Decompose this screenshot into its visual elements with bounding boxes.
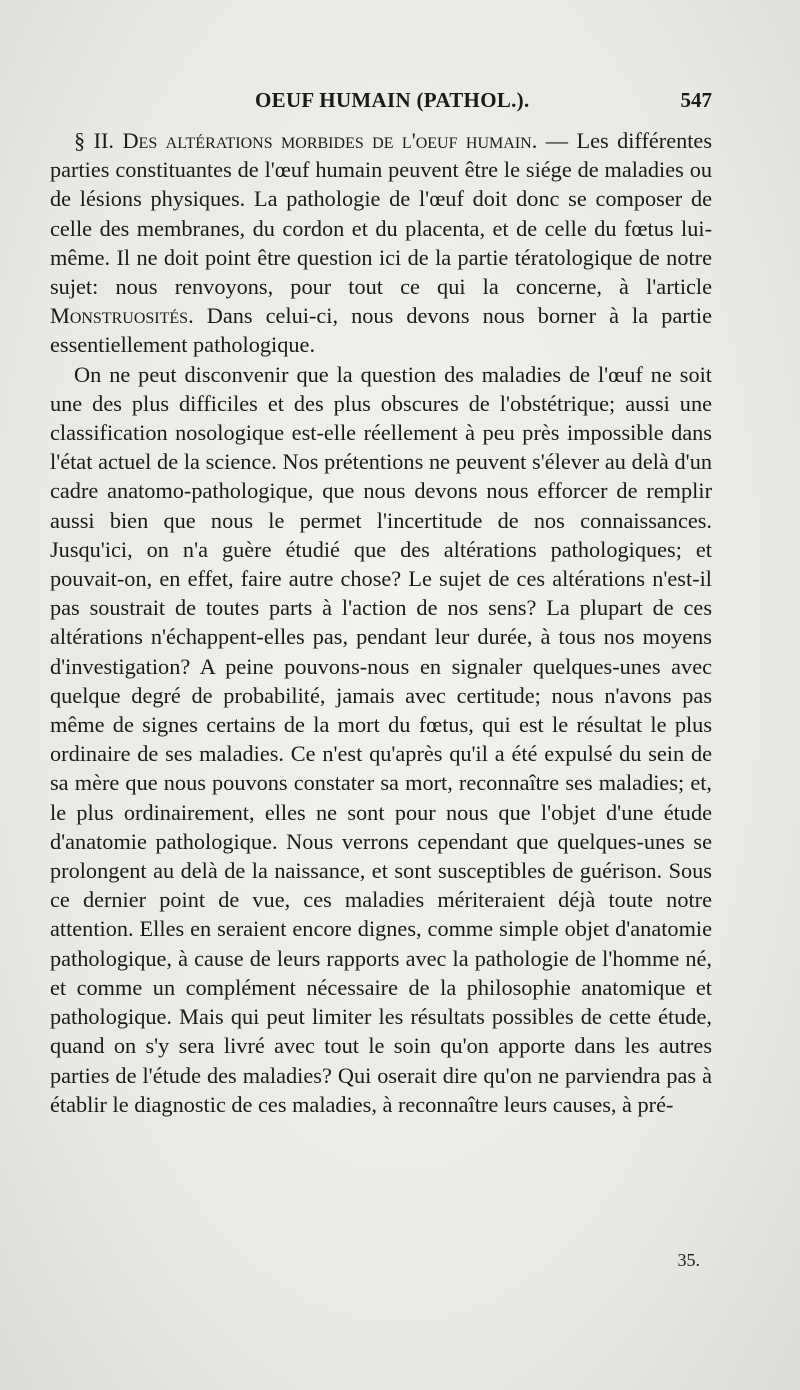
cross-reference-term: Monstruosités [50, 303, 189, 329]
signature-mark: 35. [677, 1250, 700, 1270]
body-text [50, 126, 712, 1119]
page-header [50, 88, 712, 120]
page-number: 547 [680, 88, 712, 112]
paragraph-1 [50, 126, 712, 360]
paragraph-1-text-a: Les différentes parties constituantes de l'œuf humain peuvent être le siége de maladies ou de lésions physiques. La pathologie de l'œuf doit donc se composer de celle des membranes, du cordon et du placenta, et de celle du fœtus lui-même. Il ne doit point être question ici de la partie tératologique de notre sujet: nous renvoyons, pour tout ce qui la concerne, à l'article [50, 128, 713, 300]
section-mark: § II. [74, 128, 115, 153]
paragraph-2: On ne peut disconvenir que la question des maladies de l'œuf ne soit une des plus difficiles et des plus obscures de l'obstétrique; aussi une classification nosologique est-elle réellement à peu près impossible dans l'état actuel de la science. Nos prétentions ne peuvent s'élever au delà d'un cadre anatomo-pathologique, que nous devons nous efforcer de remplir aussi bien que nous le permet l'incertitude de nos connaissances. Jusqu'ici, on n'a guère étudié que des altérations pathologiques; et pouvait-on, en effet, faire autre chose? Le sujet de ces altérations n'est-il pas soustrait de toutes parts à l'action de nos sens? La plupart de ces altérations n'échappent-elles pas, pendant leur durée, à tous nos moyens d'investigation? A peine pouvons-nous en signaler quelques-unes avec quelque degré de probabilité, jamais avec certitude; nous n'avons pas même de signes certains de la mort du fœtus, qui est le résultat le plus ordinaire de ses maladies. Ce n'est qu'après qu'il a été expulsé du sein de sa mère que nous pouvons constater sa mort, reconnaître ses maladies; et, le plus ordinairement, elles ne sont pour nous que l'objet d'une étude d'anatomie pathologique. Nous verrons cependant que quelques-unes se prolongent au delà de la naissance, et sont susceptibles de guérison. Sous ce dernier point de vue, ces maladies mériteraient déjà toute notre attention. Elles en seraient encore dignes, comme simple objet d'anatomie pathologique, à cause de leurs rapports avec la pathologie de l'homme né, et comme un complément nécessaire de la philosophie anatomique et pathologique. Mais qui peut limiter les résultats possibles de cette étude, quand on s'y sera livré avec tout le soin qu'on apporte dans les autres parties de l'étude des maladies? Qui oserait dire qu'on ne parviendra pas à établir le diagnostic de ces maladies, à reconnaître leurs causes, à pré- [50, 361, 712, 1117]
heading-dash: — [537, 128, 577, 153]
section-heading: Des altérations morbides de l'oeuf humain. [122, 128, 538, 153]
paragraph-1-text-b: . Dans celui-ci, nous devons nous borner à la partie essentiellement pathologique. [50, 303, 712, 358]
running-head: OEUF HUMAIN (PATHOL.). [255, 88, 530, 112]
